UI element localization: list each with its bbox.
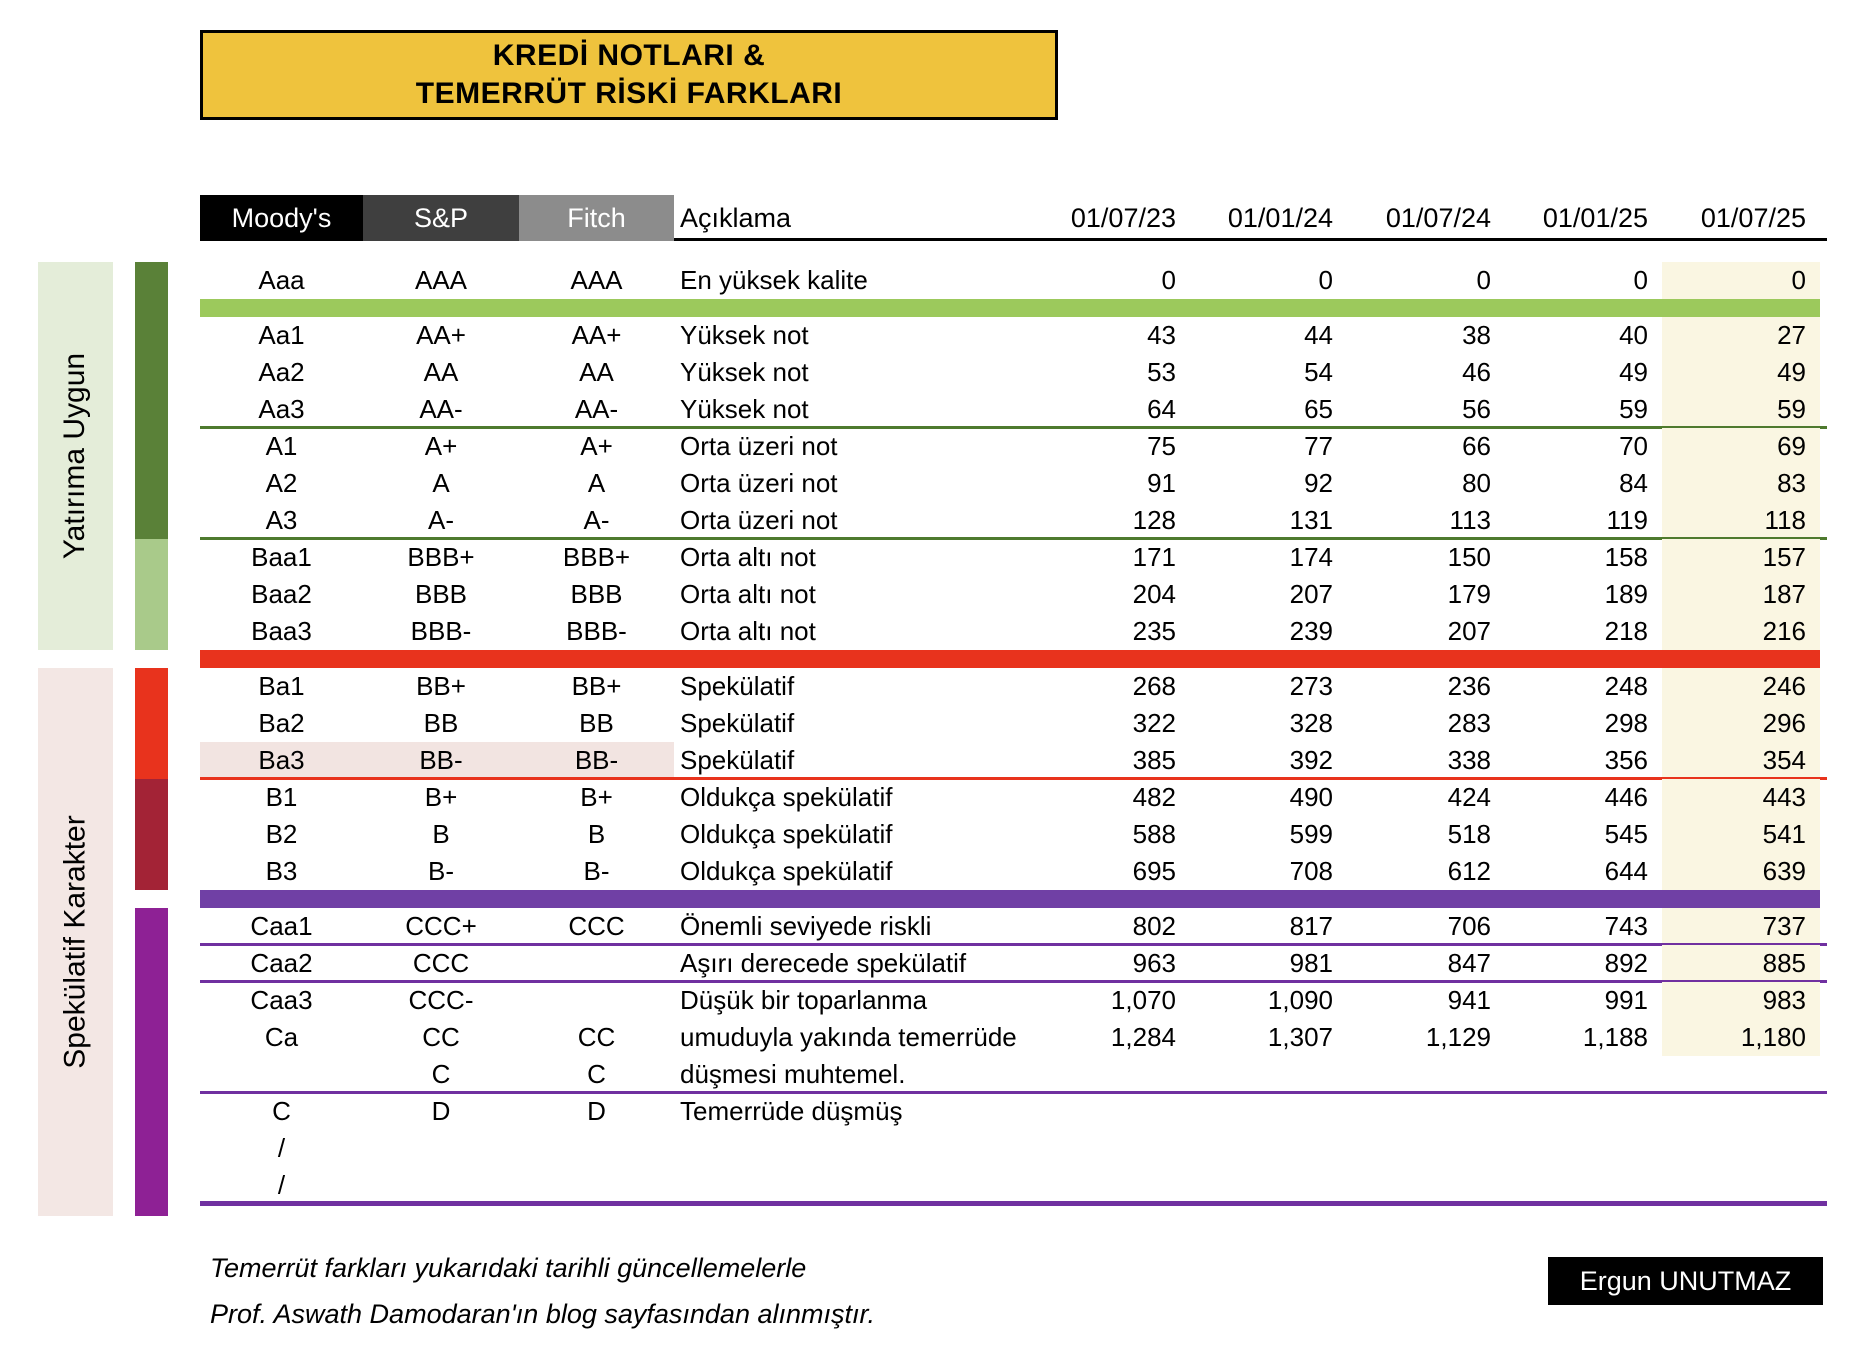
moodys-cell: Aa3 (258, 394, 305, 424)
table-row (200, 742, 1820, 779)
value-cell (1347, 1167, 1505, 1204)
value-cell: 27 (1662, 317, 1820, 354)
value-cell: 338 (1447, 745, 1491, 775)
header-underline (674, 238, 1827, 241)
sp-cell: A- (428, 505, 454, 535)
header-sp: S&P (363, 195, 519, 241)
page-title-line1: KREDİ NOTLARI & (492, 39, 766, 72)
value-cell: 981 (1289, 948, 1333, 978)
value-cell: 708 (1289, 856, 1333, 886)
table-row (200, 502, 1820, 539)
value-cell: 1,070 (1110, 985, 1176, 1015)
table-row (200, 354, 1820, 391)
value-cell (1505, 1167, 1662, 1204)
fitch-cell: AA- (574, 394, 619, 424)
value-cell: 54 (1304, 357, 1333, 387)
header-description: Açıklama (680, 202, 792, 233)
header-dates (674, 195, 1820, 241)
value-cell: 296 (1662, 705, 1820, 742)
value-cell: 218 (1604, 616, 1648, 646)
strip-caa-to-c (135, 908, 168, 1216)
moodys-cell: Caa2 (250, 948, 313, 978)
green-separator-bar (200, 299, 1820, 317)
fitch-cell: BB (579, 708, 614, 738)
value-cell: 443 (1662, 779, 1820, 816)
moodys-cell (200, 1056, 363, 1093)
table-row (200, 1056, 1820, 1093)
fitch-cell: B (587, 819, 606, 849)
description-cell: Orta altı not (680, 579, 816, 609)
speculative-band (38, 668, 113, 1216)
row-separator-line (200, 1201, 1827, 1206)
value-cell (1190, 1167, 1347, 1204)
sp-cell: D (431, 1096, 451, 1126)
fitch-cell: AA+ (571, 320, 622, 350)
value-cell: 75 (1147, 431, 1176, 461)
sp-cell (363, 1130, 519, 1167)
moodys-cell: Caa1 (250, 911, 313, 941)
table-row (200, 262, 1820, 299)
header-moodys: Moody's (200, 195, 363, 241)
value-cell (1030, 1167, 1190, 1204)
moodys-cell: B2 (265, 819, 298, 849)
description-cell: Spekülatif (680, 708, 795, 738)
description-cell: Orta üzeri not (680, 505, 838, 535)
value-cell: 1,307 (1267, 1022, 1333, 1052)
value-cell (1347, 1056, 1505, 1093)
value-cell: 644 (1604, 856, 1648, 886)
value-cell: 268 (1132, 671, 1176, 701)
value-cell: 174 (1289, 542, 1333, 572)
value-cell: 446 (1604, 782, 1648, 812)
value-cell: 246 (1662, 668, 1820, 705)
value-cell: 70 (1619, 431, 1648, 461)
value-cell: 817 (1289, 911, 1333, 941)
investment-grade-band (38, 262, 113, 650)
fitch-cell: A- (583, 505, 610, 535)
sp-cell: AA- (419, 394, 463, 424)
table-header (200, 195, 1827, 241)
strip-ba (135, 668, 168, 779)
value-cell: 1,090 (1267, 985, 1333, 1015)
sp-cell: CC (422, 1022, 460, 1052)
ratings-table (200, 262, 1820, 1204)
footer-note-line1: Temerrüt farkları yukarıdaki tarihli güncellemelerle (210, 1253, 807, 1283)
value-cell: 983 (1662, 982, 1820, 1019)
value-cell: 392 (1289, 745, 1333, 775)
moodys-cell: Ba3 (200, 742, 363, 779)
fitch-cell: BB+ (571, 671, 622, 701)
value-cell (1505, 1056, 1662, 1093)
value-cell (1190, 1093, 1347, 1130)
value-cell: 77 (1304, 431, 1333, 461)
sp-cell: BB (423, 708, 459, 738)
value-cell: 599 (1289, 819, 1333, 849)
table-row (200, 945, 1820, 982)
sp-cell: BBB- (410, 616, 472, 646)
fitch-cell: B- (583, 856, 610, 886)
value-cell: 113 (1449, 505, 1491, 535)
value-cell (1662, 1167, 1820, 1204)
header-date: 01/07/24 (1385, 202, 1491, 233)
value-cell: 157 (1662, 539, 1820, 576)
value-cell: 83 (1662, 465, 1820, 502)
value-cell: 695 (1132, 856, 1176, 886)
value-cell: 131 (1289, 505, 1333, 535)
value-cell: 518 (1447, 819, 1491, 849)
value-cell: 1,284 (1110, 1022, 1176, 1052)
sp-cell: A (432, 468, 450, 498)
value-cell: 53 (1147, 357, 1176, 387)
description-cell: Orta altı not (680, 616, 816, 646)
value-cell: 385 (1132, 745, 1176, 775)
value-cell: 424 (1447, 782, 1491, 812)
moodys-cell: / (277, 1170, 286, 1200)
moodys-cell: Ca (264, 1022, 299, 1052)
description-cell: düşmesi muhtemel. (680, 1059, 906, 1089)
description-cell: Orta üzeri not (680, 468, 838, 498)
table-row (200, 317, 1820, 354)
moodys-cell: Baa3 (251, 616, 312, 646)
moodys-cell: A2 (265, 468, 298, 498)
value-cell: 322 (1132, 708, 1176, 738)
value-cell: 59 (1662, 391, 1820, 428)
value-cell (1190, 1130, 1347, 1167)
description-cell (674, 1130, 1030, 1167)
description-cell: Oldukça spekülatif (680, 819, 893, 849)
value-cell: 802 (1132, 911, 1176, 941)
purple-separator-bar (200, 890, 1820, 908)
value-cell: 84 (1619, 468, 1648, 498)
value-cell: 40 (1619, 320, 1648, 350)
table-row (200, 1019, 1820, 1056)
table-row (200, 428, 1820, 465)
value-cell: 207 (1289, 579, 1333, 609)
fitch-cell: AAA (570, 265, 623, 295)
page-title (200, 30, 1058, 120)
value-cell: 128 (1132, 505, 1176, 535)
value-cell: 356 (1604, 745, 1648, 775)
moodys-cell: Ba1 (258, 671, 305, 701)
moodys-cell: A1 (265, 431, 298, 461)
fitch-cell (519, 982, 674, 1019)
value-cell: 118 (1662, 502, 1820, 539)
author-stamp: Ergun UNUTMAZ (1548, 1257, 1823, 1305)
sp-cell: A+ (424, 431, 458, 461)
value-cell: 1,180 (1662, 1019, 1820, 1056)
value-cell (1347, 1130, 1505, 1167)
table-row (200, 1093, 1820, 1130)
moodys-cell: Aa1 (258, 320, 305, 350)
value-cell: 588 (1132, 819, 1176, 849)
sp-cell: B- (428, 856, 454, 886)
moodys-cell: C (272, 1096, 291, 1126)
value-cell: 66 (1462, 431, 1491, 461)
value-cell: 59 (1619, 394, 1648, 424)
value-cell (1030, 1056, 1190, 1093)
value-cell: 0 (1318, 265, 1333, 295)
value-cell: 0 (1161, 265, 1176, 295)
table-row (200, 982, 1820, 1019)
fitch-cell: CC (577, 1022, 616, 1052)
value-cell: 612 (1447, 856, 1491, 886)
header-dates-spacer (674, 195, 1030, 241)
table-row (200, 853, 1820, 890)
table-row (200, 1130, 1820, 1167)
value-cell: 490 (1289, 782, 1333, 812)
value-cell: 119 (1606, 505, 1648, 535)
sp-cell: BBB (414, 579, 468, 609)
value-cell: 0 (1633, 265, 1648, 295)
header-date: 01/07/25 (1700, 202, 1806, 233)
strip-baa (135, 539, 168, 650)
description-cell: Spekülatif (680, 745, 795, 775)
value-cell (1505, 1093, 1662, 1130)
fitch-cell: C (587, 1059, 606, 1089)
value-cell: 892 (1604, 948, 1648, 978)
value-cell: 639 (1662, 853, 1820, 890)
fitch-cell: D (587, 1096, 606, 1126)
footer-note-line2: Prof. Aswath Damodaran'ın blog sayfasından alınmıştır. (210, 1299, 875, 1329)
value-cell: 56 (1462, 394, 1491, 424)
page-title-line2: TEMERRÜT RİSKİ FARKLARI (415, 77, 843, 110)
description-cell: En yüksek kalite (680, 265, 868, 295)
table-row (200, 465, 1820, 502)
value-cell: 239 (1289, 616, 1333, 646)
value-cell: 49 (1619, 357, 1648, 387)
description-cell: Temerrüde düşmüş (680, 1096, 903, 1126)
sp-cell: CCC- (408, 985, 474, 1015)
moodys-cell: B1 (265, 782, 298, 812)
value-cell: 44 (1304, 320, 1333, 350)
value-cell (1030, 1130, 1190, 1167)
value-cell (1662, 1093, 1820, 1130)
description-cell: Oldukça spekülatif (680, 856, 893, 886)
value-cell: 283 (1447, 708, 1491, 738)
fitch-cell: BB- (519, 742, 674, 779)
description-cell: Orta üzeri not (680, 431, 838, 461)
sp-cell: BB+ (416, 671, 466, 701)
value-cell: 1,129 (1425, 1022, 1491, 1052)
header-fitch: Fitch (519, 195, 674, 241)
sp-cell: BBB+ (407, 542, 475, 572)
table-row (200, 391, 1820, 428)
value-cell: 737 (1662, 908, 1820, 945)
strip-b (135, 779, 168, 890)
sp-cell (363, 1167, 519, 1204)
value-cell: 298 (1604, 708, 1648, 738)
fitch-cell: CCC (568, 911, 625, 941)
description-cell: Önemli seviyede riskli (680, 911, 932, 941)
sp-cell: AA (423, 357, 459, 387)
value-cell: 354 (1662, 742, 1820, 779)
value-cell: 0 (1476, 265, 1491, 295)
value-cell: 91 (1147, 468, 1176, 498)
value-cell: 80 (1462, 468, 1491, 498)
sp-cell: B+ (424, 782, 458, 812)
sp-cell: BB- (363, 742, 519, 779)
value-cell: 545 (1604, 819, 1648, 849)
value-cell: 216 (1662, 613, 1820, 650)
table-row (200, 539, 1820, 576)
value-cell: 158 (1604, 542, 1648, 572)
table-row (200, 816, 1820, 853)
value-cell (1662, 1056, 1820, 1093)
sp-cell: AA+ (416, 320, 466, 350)
description-cell: Spekülatif (680, 671, 795, 701)
value-cell: 248 (1604, 671, 1648, 701)
table-row (200, 668, 1820, 705)
fitch-cell: A+ (580, 431, 613, 461)
sp-cell: AAA (414, 265, 468, 295)
value-cell: 235 (1132, 616, 1176, 646)
moodys-cell: A3 (265, 505, 298, 535)
value-cell: 0 (1662, 262, 1820, 299)
value-cell (1030, 1093, 1190, 1130)
value-cell: 541 (1662, 816, 1820, 853)
value-cell: 204 (1132, 579, 1176, 609)
fitch-cell (519, 945, 674, 982)
value-cell: 941 (1447, 985, 1491, 1015)
value-cell: 171 (1132, 542, 1176, 572)
moodys-cell: Baa2 (251, 579, 312, 609)
description-cell: Yüksek not (680, 357, 809, 387)
moodys-cell: Aaa (258, 265, 305, 295)
value-cell: 179 (1447, 579, 1491, 609)
fitch-cell (519, 1130, 674, 1167)
footer-note (210, 1245, 875, 1337)
description-cell: Yüksek not (680, 320, 809, 350)
sp-cell: CCC (412, 948, 470, 978)
value-cell: 69 (1662, 428, 1820, 465)
red-separator-bar (200, 650, 1820, 668)
sp-cell: B (432, 819, 450, 849)
table-row (200, 908, 1820, 945)
table-row (200, 613, 1820, 650)
moodys-cell: Caa3 (250, 985, 313, 1015)
table-row (200, 779, 1820, 816)
value-cell: 64 (1147, 394, 1176, 424)
header-date: 01/01/24 (1227, 202, 1333, 233)
description-cell: Oldukça spekülatif (680, 782, 893, 812)
value-cell: 92 (1304, 468, 1333, 498)
value-cell: 743 (1604, 911, 1648, 941)
value-cell: 273 (1289, 671, 1333, 701)
investment-grade-label: Yatırıma Uygun (58, 352, 92, 560)
moodys-cell: / (277, 1133, 286, 1163)
fitch-cell: AA (579, 357, 614, 387)
value-cell (1347, 1093, 1505, 1130)
moodys-cell: B3 (265, 856, 298, 886)
moodys-cell: Baa1 (251, 542, 312, 572)
value-cell: 49 (1662, 354, 1820, 391)
table-row (200, 1167, 1820, 1204)
value-cell: 991 (1604, 985, 1648, 1015)
value-cell: 885 (1662, 945, 1820, 982)
value-cell: 187 (1662, 576, 1820, 613)
value-cell (1662, 1130, 1820, 1167)
fitch-cell (519, 1167, 674, 1204)
description-cell: Düşük bir toparlanma (680, 985, 928, 1015)
sp-cell: CCC+ (405, 911, 477, 941)
value-cell: 963 (1132, 948, 1176, 978)
sp-cell: C (431, 1059, 451, 1089)
table-row (200, 576, 1820, 613)
header-date: 01/01/25 (1542, 202, 1648, 233)
fitch-cell: B+ (580, 782, 613, 812)
value-cell: 43 (1147, 320, 1176, 350)
value-cell: 189 (1604, 579, 1648, 609)
strip-aaa-to-a (135, 262, 168, 539)
table-row (200, 705, 1820, 742)
description-cell: Yüksek not (680, 394, 809, 424)
fitch-cell: BBB- (566, 616, 627, 646)
value-cell: 706 (1447, 911, 1491, 941)
moodys-cell: Ba2 (258, 708, 305, 738)
value-cell: 847 (1447, 948, 1491, 978)
fitch-cell: A (587, 468, 606, 498)
value-cell: 207 (1447, 616, 1491, 646)
value-cell: 328 (1289, 708, 1333, 738)
value-cell: 46 (1462, 357, 1491, 387)
speculative-label: Spekülatif Karakter (58, 815, 92, 1069)
moodys-cell: Aa2 (258, 357, 305, 387)
value-cell (1505, 1130, 1662, 1167)
description-cell (674, 1167, 1030, 1204)
value-cell: 38 (1462, 320, 1491, 350)
value-cell: 65 (1304, 394, 1333, 424)
header-date: 01/07/23 (1070, 202, 1176, 233)
description-cell: Orta altı not (680, 542, 816, 572)
value-cell (1190, 1056, 1347, 1093)
value-cell: 482 (1132, 782, 1176, 812)
value-cell: 1,188 (1582, 1022, 1648, 1052)
description-cell: umuduyla yakında temerrüde (680, 1022, 1017, 1052)
value-cell: 236 (1447, 671, 1491, 701)
fitch-cell: BBB (570, 579, 623, 609)
value-cell: 150 (1447, 542, 1491, 572)
description-cell: Aşırı derecede spekülatif (680, 948, 967, 978)
fitch-cell: BBB+ (562, 542, 631, 572)
